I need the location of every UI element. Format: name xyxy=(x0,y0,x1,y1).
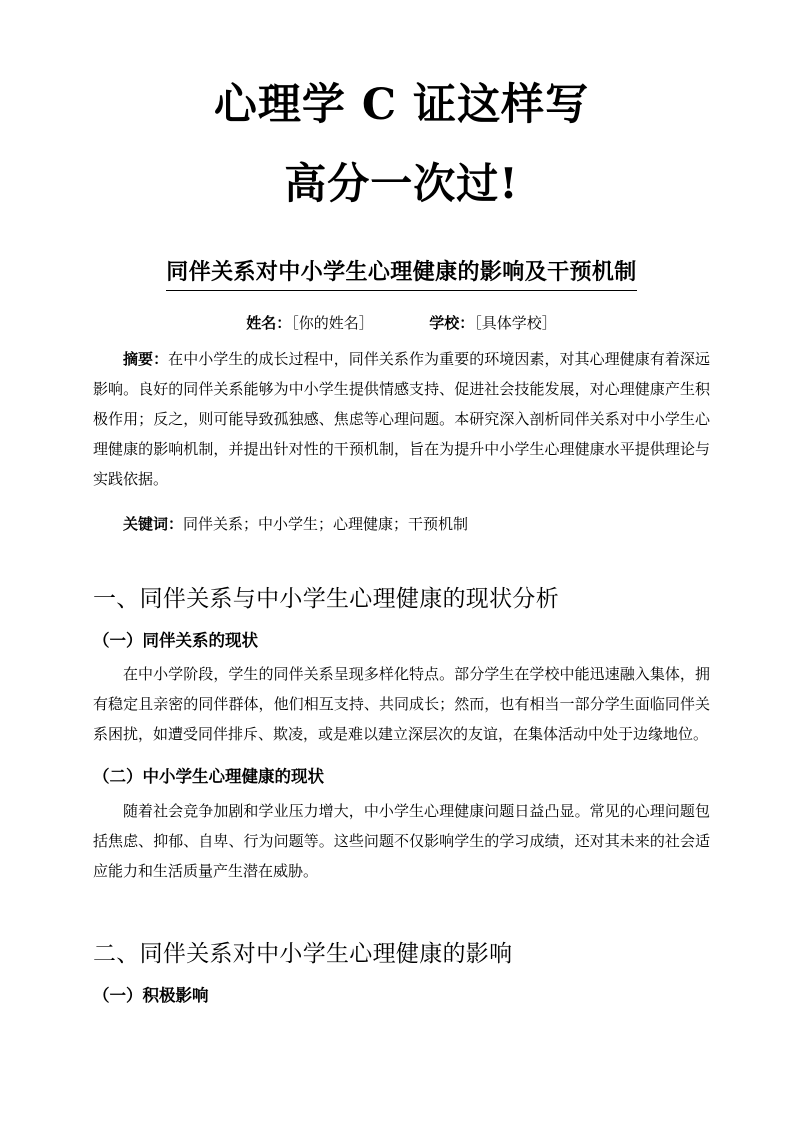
keywords-line xyxy=(93,509,710,539)
abstract-paragraph xyxy=(93,344,710,494)
school-label: 学校： xyxy=(429,313,475,332)
author-meta-line xyxy=(93,311,710,335)
page-content xyxy=(93,0,710,1009)
name-label: 姓名： xyxy=(246,313,292,332)
name-value: ［你的姓名］ xyxy=(291,313,374,332)
subsection-heading-1-2: （二）中小学生心理健康的现状 xyxy=(93,767,324,787)
abstract-text: 在中小学生的成长过程中，同伴关系作为重要的环境因素，对其心理健康有着深远影响。良好的同伴关系能够为中小学生提供情感支持、促进社会技能发展，对心理健康产生积极作用；反之，则可能导致孤独感、焦虑等心理问题。本研究深入剖析同伴关系对中小学生心理健康的影响机制，并提出针对性的干预机制，旨在为提升中小学生心理健康水平提供理论与实践依据。 xyxy=(93,349,710,488)
headline-line-1: 心理学 C 证这样写 xyxy=(213,80,590,130)
keywords-text: 同伴关系；中小学生；心理健康；干预机制 xyxy=(183,514,469,533)
section-heading-2: 二、同伴关系对中小学生心理健康的影响 xyxy=(93,941,513,968)
paper-title-container xyxy=(93,259,710,291)
school-value: ［具体学校］ xyxy=(474,313,557,332)
subsection-heading-2-1: （一）积极影响 xyxy=(93,986,209,1006)
keywords-label: 关键词： xyxy=(123,514,184,533)
subsection-body-1-2: 随着社会竞争加剧和学业压力增大，中小学生心理健康问题日益凸显。常见的心理问题包括焦虑、抑郁、自卑、行为问题等。这些问题不仅影响学生的学习成绩，还对其未来的社会适应能力和生活质量产生潜在威胁。 xyxy=(93,802,710,881)
abstract-label: 摘要： xyxy=(123,349,169,368)
headline-line-2: 高分一次过! xyxy=(284,159,519,208)
subsection-heading-1-1: （一）同伴关系的现状 xyxy=(93,630,258,650)
section-heading-1: 一、同伴关系与中小学生心理健康的现状分析 xyxy=(93,585,559,612)
paper-title: 同伴关系对中小学生心理健康的影响及干预机制 xyxy=(166,259,636,291)
subsection-body-1-1: 在中小学阶段，学生的同伴关系呈现多样化特点。部分学生在学校中能迅速融入集体，拥有稳定且亲密的同伴群体，他们相互支持、共同成长；然而，也有相当一部分学生面临同伴关系困扰，如遭受同伴排斥、欺凌，或是难以建立深层次的友谊，在集体活动中处于边缘地位。 xyxy=(93,665,710,744)
promotional-headline xyxy=(93,0,710,208)
